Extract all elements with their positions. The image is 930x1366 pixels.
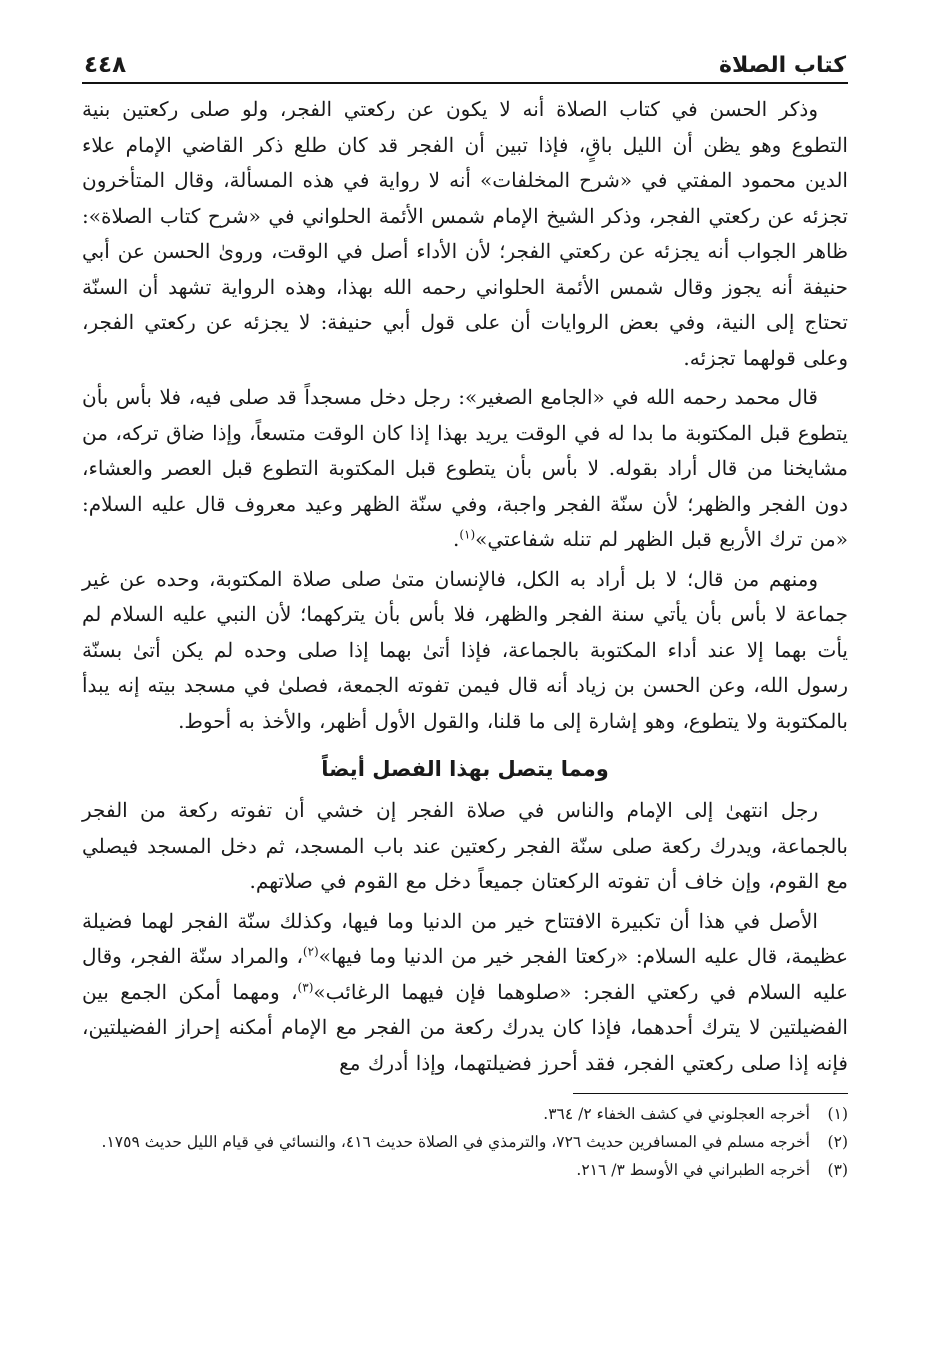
page-header (82, 40, 848, 84)
footnote-text: أخرجه مسلم في المسافرين حديث ٧٢٦، والترمذي في الصلاة حديث ٤١٦، والنسائي في قيام الليل حديث ١٧٥٩. (101, 1133, 810, 1151)
paragraph-5-part3: ، ومهما أمكن الجمع بين الفضيلتين لا يترك أحدهما، فإذا كان يدرك ركعة من الفجر مع الإمام أمكنه إحراز الفضيلتين، فإنه إذا صلى ركعتي الفجر، فقد أحرز فضيلتهما، وإذا أدرك مع (82, 979, 848, 1075)
paragraph-2-tail: . (452, 527, 460, 551)
footnote-item (82, 1156, 848, 1184)
paragraph-5-part2: ، والمراد سنّة الفجر، وقال عليه السلام في ركعتي الفجر: «صلوهما فإن فيهما الرغائب» (82, 944, 848, 1004)
book-page (82, 40, 848, 1184)
footnotes (82, 1100, 848, 1184)
footnote-number: (٣) (827, 1161, 848, 1179)
section-heading: ومما يتصل بهذا الفصل أيضاً (321, 757, 609, 781)
paragraph-5-part1: الأصل في هذا أن تكبيرة الافتتاح خير من الدنيا وما فيها، وكذلك سنّة الفجر لهما فضيلة عظيمة، قال عليه السلام: «ركعتا الفجر خير من الدنيا وما فيها» (82, 908, 849, 968)
footnote-item (82, 1100, 848, 1128)
footnote-text: أخرجه العجلوني في كشف الخفاء ٢/ ٣٦٤. (543, 1105, 810, 1123)
footnote-marker-1: (١) (459, 527, 476, 542)
chapter-title: كتاب الصلاة (719, 53, 846, 78)
footnote-number: (١) (827, 1105, 848, 1123)
page-body (82, 92, 848, 1081)
paragraph-2 (82, 380, 848, 558)
footnote-marker-2: (٢) (302, 944, 319, 959)
footnote-separator (573, 1093, 848, 1094)
page-number: ٤٤٨ (84, 52, 127, 78)
paragraph-2-text: قال محمد رحمه الله في «الجامع الصغير»: رجل دخل مسجداً قد صلى فيه، فلا بأس بأن يتطوع قبل المكتوبة ما بدا له في الوقت يريد بهذا إذا كان الوقت متسعاً، وإذا ضاق تركه، من مشايخنا من قال أراد بقوله. لا بأس بأن يتطوع قبل المكتوبة التطوع قبل العصر والعشاء، دون الفجر والظهر؛ لأن سنّة الفجر واجبة، وفي سنّة الظهر وعيد معروف قال عليه السلام: «من ترك الأربع قبل الظهر لم تنله شفاعتي» (82, 385, 849, 551)
footnote-marker-3: (٣) (297, 979, 314, 994)
footnote-text: أخرجه الطبراني في الأوسط ٣/ ٢١٦. (576, 1161, 810, 1179)
paragraph-3: ومنهم من قال؛ لا بل أراد به الكل، فالإنسان متىٰ صلى صلاة المكتوبة، وحده عن غير جماعة لا بأس بأن يأتي سنة الفجر والظهر، فلا بأس بأن يتركهما؛ لأن النبي عليه السلام لم يأت بهما إلا عند أداء المكتوبة بالجماعة، فإذا أتىٰ بهما إذا صلى وحده لم يكن أتىٰ بسنّة رسول الله، وعن الحسن بن زياد أنه قال فيمن تفوته الجمعة، فصلىٰ في مسجد بيته إنه يبدأ بالمكتوبة ولا يتطوع، وهو إشارة إلى ما قلنا، والقول الأول أظهر، والأخذ به أحوط. (82, 566, 848, 733)
footnote-number: (٢) (827, 1133, 848, 1151)
paragraph-1: وذكر الحسن في كتاب الصلاة أنه لا يكون عن ركعتي الفجر، ولو صلى ركعتين بنية التطوع وهو يظن أن الليل باقٍ، فإذا تبين أن الفجر قد كان طلع ذكر القاضي الإمام علاء الدين محمود المفتي في «شرح المخلفات» أنه لا رواية في هذه المسألة، وقال المتأخرون تجزئه عن ركعتي الفجر، وذكر الشيخ الإمام شمس الأئمة الحلواني في «شرح كتاب الصلاة»: ظاهر الجواب أنه يجزئه عن ركعتي الفجر؛ لأن الأداء أصل في الوقت، وروىٰ الحسن عن أبي حنيفة أنه يجوز وقال شمس الأئمة الحلواني رحمه الله بهذا، وهذه الرواية تشهد أن السنّة تحتاج إلى النية، وفي بعض الروايات أن على قول أبي حنيفة: لا يجزئه عن ركعتي الفجر، وعلى قولهما تجزئه. (82, 97, 848, 370)
footnote-item (82, 1128, 848, 1156)
paragraph-5 (82, 904, 848, 1082)
paragraph-4: رجل انتهىٰ إلى الإمام والناس في صلاة الفجر إن خشي أن تفوته ركعة من الفجر بالجماعة، ويدرك ركعة صلى سنّة الفجر ركعتين عند باب المسجد، ثم دخل المسجد فيصلي مع القوم، وإن خاف أن تفوته الركعتان جميعاً دخل مع القوم في صلاتهم. (82, 798, 848, 893)
